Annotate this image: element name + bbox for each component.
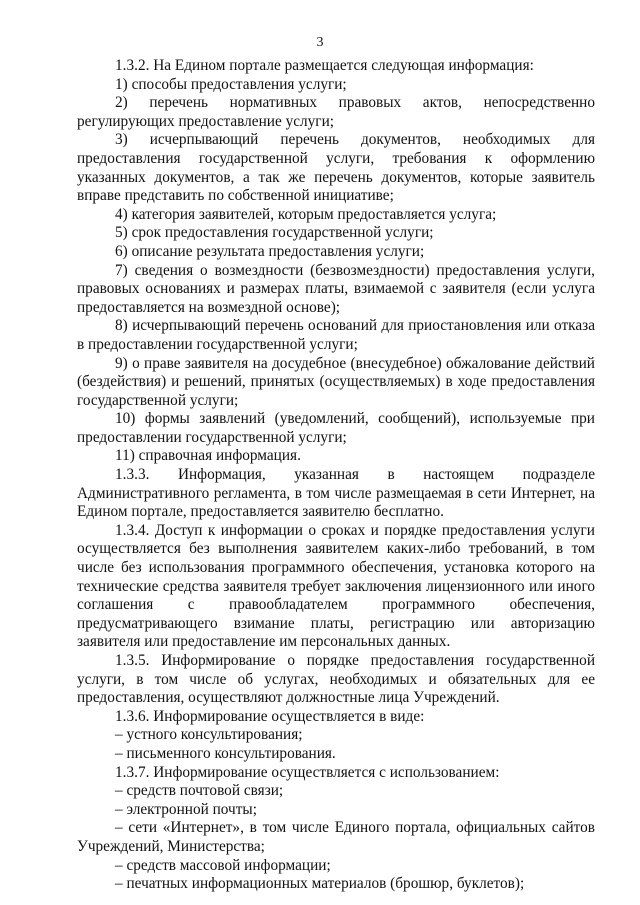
list-item-9: 9) о праве заявителя на досудебное (внесудебное) обжалование действий (бездействия) и решений, принятых (осуществляемых) в ходе предоставления государственной услуги;	[77, 354, 595, 409]
paragraph-1-3-3: 1.3.3. Информация, указанная в настоящем подразделе Административного регламента, в том числе размещаемая в сети Интернет, на Едином портале, предоставляется заявителю бесплатно.	[77, 466, 595, 521]
dash-item-media: – средств массовой информации;	[115, 856, 331, 874]
page-number: 3	[316, 35, 324, 50]
paragraph-1-3-5: 1.3.5. Информирование о порядке предоставления государственной услуги, в том числе об услугах, необходимых и обязательных для ее предоставления, осуществляют должностные лица Учреждений.	[77, 652, 595, 707]
list-item-3: 3) исчерпывающий перечень документов, необходимых для предоставления государственной услуги, требования к оформлению указанных документов, а так же перечень документов, которые заявитель вправе представить по собственной инициативе;	[77, 131, 595, 205]
dash-item-postal: – средств почтовой связи;	[115, 782, 284, 800]
list-item-7: 7) сведения о возмездности (безвозмездности) предоставления услуги, правовых основаниях и размерах платы, взимаемой с заявителя (если услуга предоставляется на возмездной основе);	[77, 261, 595, 316]
paragraph-1-3-7: 1.3.7. Информирование осуществляется с использованием:	[115, 763, 500, 781]
dash-item-internet: – сети «Интернет», в том числе Единого портала, официальных сайтов Учреждений, Министерства;	[77, 819, 595, 855]
list-item-11: 11) справочная информация.	[115, 447, 301, 465]
paragraph-1-3-2: 1.3.2. На Едином портале размещается следующая информация:	[115, 57, 534, 74]
dash-item-written: – письменного консультирования.	[115, 744, 336, 762]
list-item-8: 8) исчерпывающий перечень оснований для приостановления или отказа в предоставлении государственной услуги;	[77, 317, 595, 353]
dash-item-print: – печатных информационных материалов (брошюр, буклетов);	[115, 875, 525, 893]
list-item-5: 5) срок предоставления государственной услуги;	[115, 224, 434, 242]
paragraph-1-3-6: 1.3.6. Информирование осуществляется в виде:	[115, 707, 425, 725]
list-item-4: 4) категория заявителей, которым предоставляется услуга;	[115, 205, 497, 223]
list-item-2: 2) перечень нормативных правовых актов, непосредственно регулирующих предоставление услуги;	[77, 94, 595, 130]
list-item-6: 6) описание результата предоставления услуги;	[115, 242, 425, 260]
document-body	[77, 57, 595, 894]
paragraph-1-3-4: 1.3.4. Доступ к информации о сроках и порядке предоставления услуги осуществляется без выполнения заявителем каких-либо требований, в том числе без использования программного обеспечения, установка которого на технические средства заявителя требует заключения лицензионного или иного соглашения с правообладателем программного обеспечения, предусматривающего взимание платы, регистрацию или авторизацию заявителя или предоставление им персональных данных.	[77, 521, 595, 651]
dash-item-oral: – устного консультирования;	[115, 726, 303, 744]
dash-item-email: – электронной почты;	[115, 800, 257, 818]
list-item-10: 10) формы заявлений (уведомлений, сообщений), используемые при предоставлении государственной услуги;	[77, 410, 595, 446]
list-item-1: 1) способы предоставления услуги;	[115, 75, 347, 93]
